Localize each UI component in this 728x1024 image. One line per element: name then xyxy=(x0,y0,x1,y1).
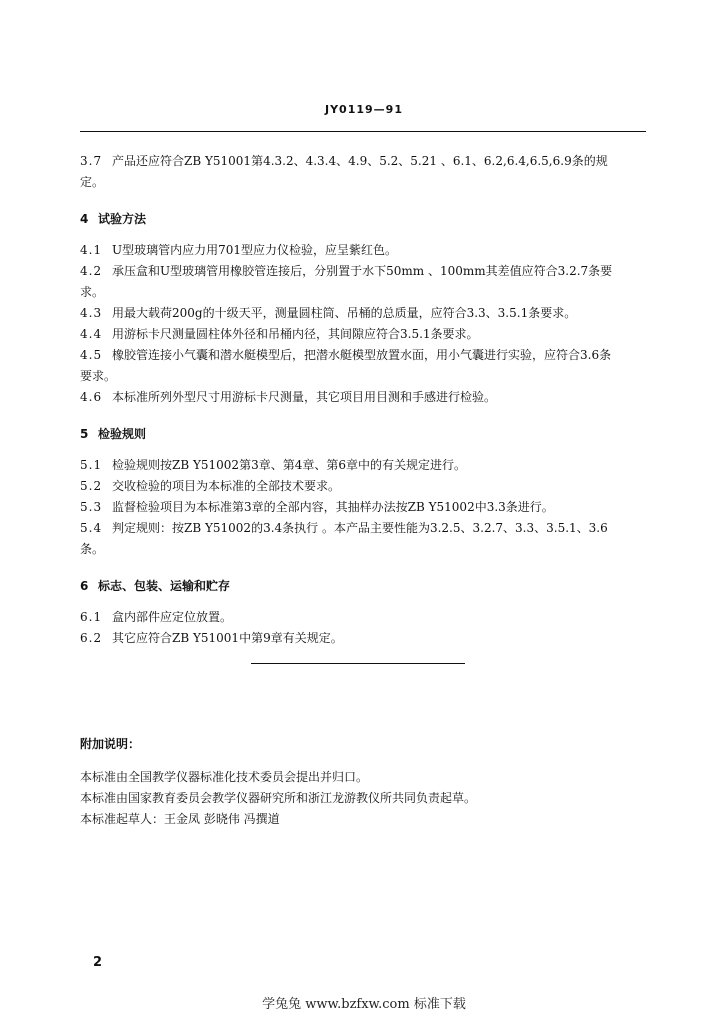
clause-number: 4.3 xyxy=(80,306,103,320)
clause-number: 5.2 xyxy=(80,479,103,493)
clause-item xyxy=(80,261,646,303)
clause-item xyxy=(80,607,646,628)
clause-item xyxy=(80,324,646,345)
clause-number: 4.2 xyxy=(80,264,103,278)
clause-text: 判定规则：按ZB Y51002的3.4条执行 。本产品主要性能为3.2.5、3.2.7、3.3、3.5.1、3.6 xyxy=(112,521,608,535)
clause-text: 本标准所列外型尺寸用游标卡尺测量，其它项目用目测和手感进行检验。 xyxy=(112,390,497,404)
section-title xyxy=(80,576,646,597)
clause-text-continued: 条。 xyxy=(80,542,105,556)
clause-item xyxy=(80,303,646,324)
end-divider xyxy=(251,663,465,664)
appendix-line: 本标准由国家教育委员会教学仪器研究所和浙江龙游教仪所共同负责起草。 xyxy=(80,791,477,805)
appendix-line: 本标准由全国教学仪器标准化技术委员会提出并归口。 xyxy=(80,770,369,784)
clause-text: 用最大载荷200g的十级天平，测量圆柱筒、吊桶的总质量，应符合3.3、3.5.1条要求。 xyxy=(112,306,577,320)
section-title xyxy=(80,424,646,445)
page-number: 2 xyxy=(93,955,103,970)
section-number: 5 xyxy=(80,427,89,441)
clause-item xyxy=(80,240,646,261)
clause-number: 4.1 xyxy=(80,243,103,257)
clause-number: 4.6 xyxy=(80,390,103,404)
clause-text-continued: 求。 xyxy=(80,285,105,299)
clause-item xyxy=(80,345,646,387)
clause-number: 6.1 xyxy=(80,610,103,624)
clause-text: 橡胶管连接小气囊和潜水艇模型后，把潜水艇模型放置水面，用小气囊进行实验，应符合3.6条 xyxy=(112,348,612,362)
clause-text: 检验规则按ZB Y51002第3章、第4章、第6章中的有关规定进行。 xyxy=(112,458,466,472)
section-title-text: 试验方法 xyxy=(98,212,147,226)
clause-text: 其它应符合ZB Y51001中第9章有关规定。 xyxy=(112,631,343,645)
clause-number: 6.2 xyxy=(80,631,103,645)
clause-item xyxy=(80,518,646,560)
clause-number: 3.7 xyxy=(80,154,103,168)
clause-item xyxy=(80,455,646,476)
clause-text: 监督检验项目为本标准第3章的全部内容，其抽样办法按ZB Y51002中3.3条进行。 xyxy=(112,500,554,514)
appendix-line: 本标准起草人：王金凤 彭晓伟 冯撰道 xyxy=(80,812,280,826)
clause-text: 交收检验的项目为本标准的全部技术要求。 xyxy=(112,479,341,493)
document-body xyxy=(80,151,646,649)
section-number: 4 xyxy=(80,212,89,226)
section-number: 6 xyxy=(80,579,89,593)
document-code-header: JY0119—91 xyxy=(325,103,403,116)
clause-text: 承压盒和U型玻璃管用橡胶管连接后，分别置于水下50mm 、100mm其差值应符合3.2.7条要 xyxy=(112,264,613,278)
clause-text: 盒内部件应定位放置。 xyxy=(112,610,233,624)
clause-number: 5.1 xyxy=(80,458,103,472)
clause-item xyxy=(80,476,646,497)
clause-item xyxy=(80,497,646,518)
sections-container xyxy=(80,209,646,649)
section-title-text: 检验规则 xyxy=(98,427,147,441)
clause-number: 5.3 xyxy=(80,500,103,514)
clause-item xyxy=(80,387,646,408)
section-title xyxy=(80,209,646,230)
clause-text-continued: 定。 xyxy=(80,175,105,189)
clause-text-continued: 要求。 xyxy=(80,369,117,383)
clause-number: 5.4 xyxy=(80,521,103,535)
appendix-notes xyxy=(80,734,646,830)
clause-item xyxy=(80,628,646,649)
appendix-title: 附加说明： xyxy=(80,737,141,751)
site-watermark: 学兔兔 www.bzfxw.com 标准下载 xyxy=(262,997,466,1012)
clause-text: 用游标卡尺测量圆柱体外径和吊桶内径，其间隙应符合3.5.1条要求。 xyxy=(112,327,479,341)
clause-3-7 xyxy=(80,151,646,193)
section-title-text: 标志、包装、运输和贮存 xyxy=(98,579,231,593)
clause-number: 4.5 xyxy=(80,348,103,362)
clause-number: 4.4 xyxy=(80,327,103,341)
clause-text: U型玻璃管内应力用701型应力仪检验，应呈紫红色。 xyxy=(112,243,398,257)
header-divider xyxy=(80,131,646,132)
clause-text: 产品还应符合ZB Y51001第4.3.2、4.3.4、4.9、5.2、5.21 、6.1、6.2,6.4,6.5,6.9条的规 xyxy=(112,154,608,168)
